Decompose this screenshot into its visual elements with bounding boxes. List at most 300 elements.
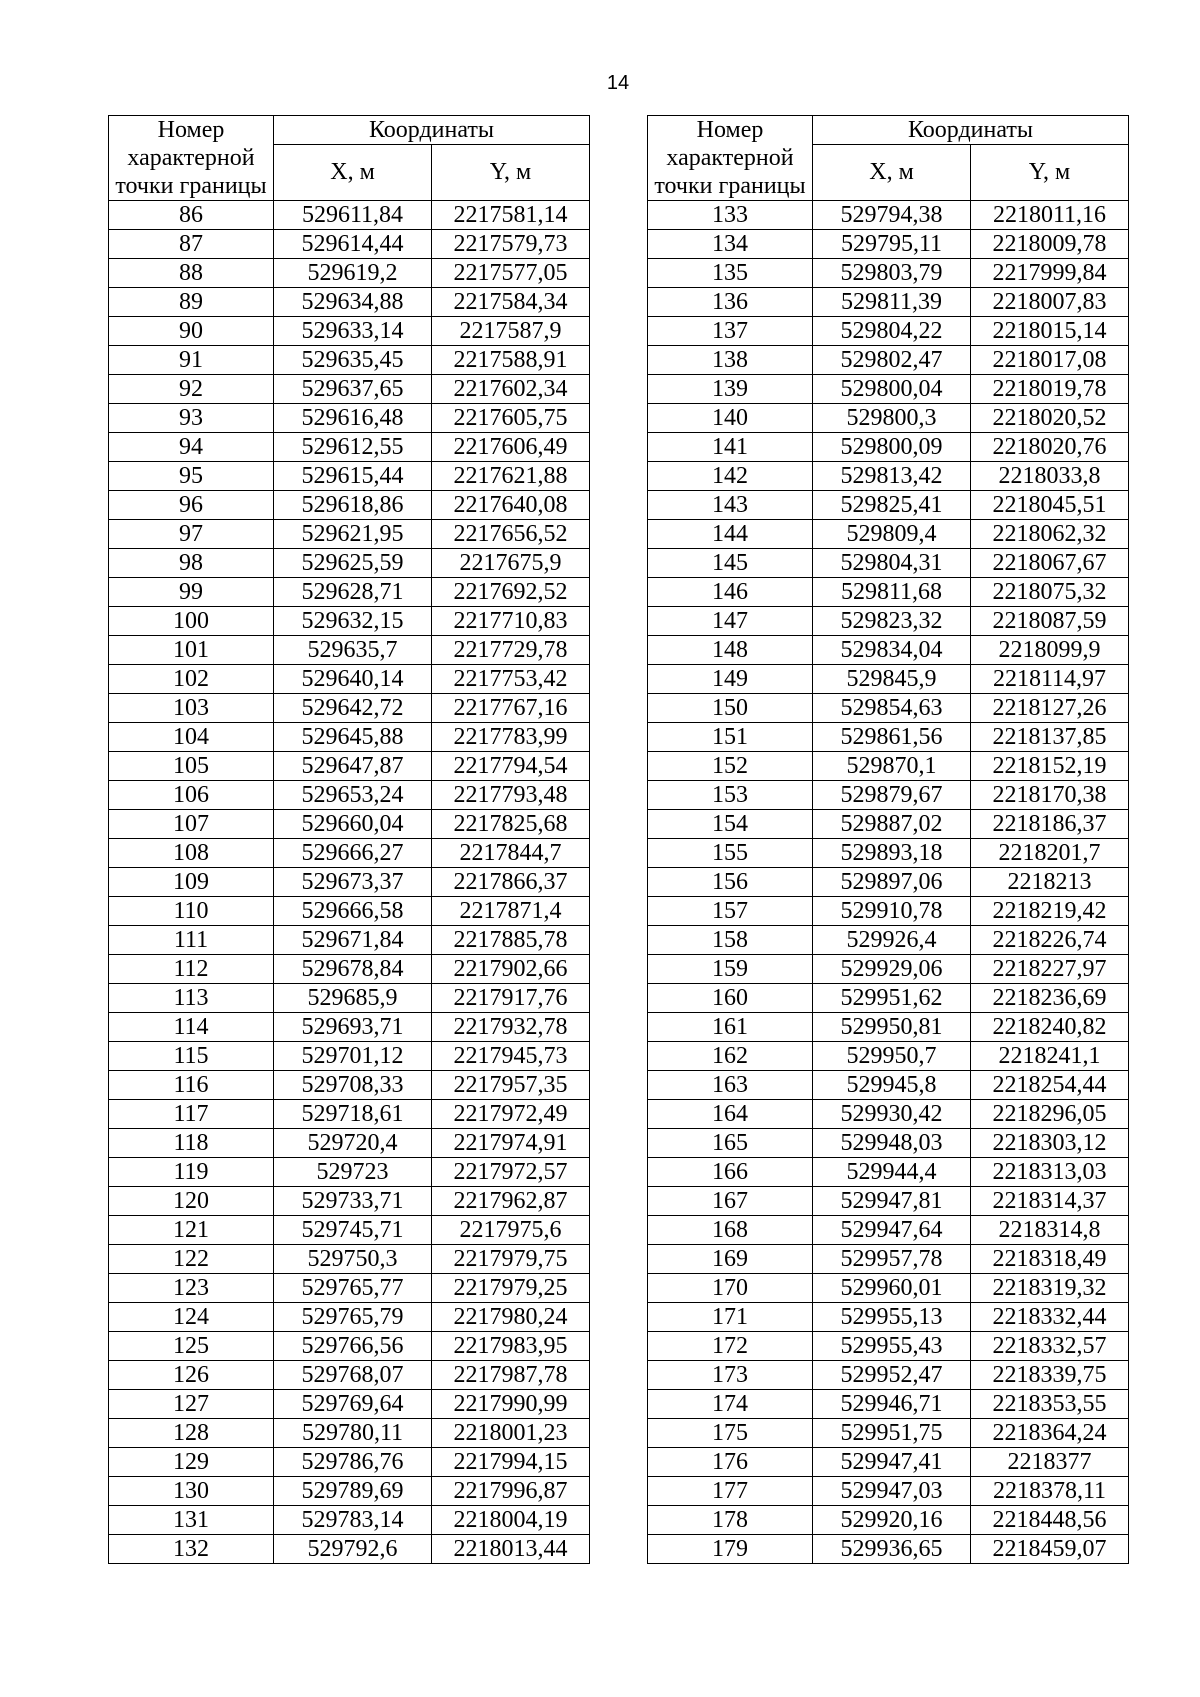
point-number-cell: 157 xyxy=(648,897,813,926)
x-coordinate-cell: 529766,56 xyxy=(274,1332,432,1361)
y-coordinate-cell: 2217656,52 xyxy=(432,520,590,549)
point-number-cell: 163 xyxy=(648,1071,813,1100)
header-coordinates: Координаты xyxy=(813,116,1129,145)
point-number-cell: 177 xyxy=(648,1477,813,1506)
table-row xyxy=(648,1100,1129,1129)
y-coordinate-cell: 2218186,37 xyxy=(971,810,1129,839)
y-coordinate-cell: 2217579,73 xyxy=(432,230,590,259)
table-row xyxy=(648,520,1129,549)
y-coordinate-cell: 2217871,4 xyxy=(432,897,590,926)
y-coordinate-cell: 2218448,56 xyxy=(971,1506,1129,1535)
table-row xyxy=(109,665,590,694)
table-row xyxy=(109,1071,590,1100)
y-coordinate-cell: 2217957,35 xyxy=(432,1071,590,1100)
point-number-cell: 121 xyxy=(109,1216,274,1245)
y-coordinate-cell: 2217793,48 xyxy=(432,781,590,810)
y-coordinate-cell: 2217587,9 xyxy=(432,317,590,346)
x-coordinate-cell: 529811,39 xyxy=(813,288,971,317)
point-number-cell: 116 xyxy=(109,1071,274,1100)
point-number-cell: 129 xyxy=(109,1448,274,1477)
x-coordinate-cell: 529666,27 xyxy=(274,839,432,868)
x-coordinate-cell: 529957,78 xyxy=(813,1245,971,1274)
y-coordinate-cell: 2217783,99 xyxy=(432,723,590,752)
y-coordinate-cell: 2218314,37 xyxy=(971,1187,1129,1216)
x-coordinate-cell: 529893,18 xyxy=(813,839,971,868)
y-coordinate-cell: 2217602,34 xyxy=(432,375,590,404)
point-number-cell: 90 xyxy=(109,317,274,346)
y-coordinate-cell: 2218020,52 xyxy=(971,404,1129,433)
y-coordinate-cell: 2218114,97 xyxy=(971,665,1129,694)
y-coordinate-cell: 2218353,55 xyxy=(971,1390,1129,1419)
x-coordinate-cell: 529795,11 xyxy=(813,230,971,259)
table-row xyxy=(648,607,1129,636)
table-row xyxy=(109,462,590,491)
y-coordinate-cell: 2218319,32 xyxy=(971,1274,1129,1303)
table-row xyxy=(109,897,590,926)
point-number-cell: 153 xyxy=(648,781,813,810)
point-number-cell: 135 xyxy=(648,259,813,288)
point-number-cell: 106 xyxy=(109,781,274,810)
x-coordinate-cell: 529745,71 xyxy=(274,1216,432,1245)
point-number-cell: 86 xyxy=(109,201,274,230)
point-number-cell: 137 xyxy=(648,317,813,346)
point-number-cell: 166 xyxy=(648,1158,813,1187)
coordinates-table-right xyxy=(647,115,1129,1564)
x-coordinate-cell: 529947,81 xyxy=(813,1187,971,1216)
y-coordinate-cell: 2218099,9 xyxy=(971,636,1129,665)
y-coordinate-cell: 2217975,6 xyxy=(432,1216,590,1245)
y-coordinate-cell: 2217987,78 xyxy=(432,1361,590,1390)
table-row xyxy=(648,433,1129,462)
x-coordinate-cell: 529947,41 xyxy=(813,1448,971,1477)
point-number-cell: 100 xyxy=(109,607,274,636)
y-coordinate-cell: 2217621,88 xyxy=(432,462,590,491)
y-coordinate-cell: 2218015,14 xyxy=(971,317,1129,346)
x-coordinate-cell: 529632,15 xyxy=(274,607,432,636)
x-coordinate-cell: 529947,03 xyxy=(813,1477,971,1506)
point-number-cell: 152 xyxy=(648,752,813,781)
x-coordinate-cell: 529955,43 xyxy=(813,1332,971,1361)
x-coordinate-cell: 529879,67 xyxy=(813,781,971,810)
x-coordinate-cell: 529946,71 xyxy=(813,1390,971,1419)
table-row xyxy=(648,1042,1129,1071)
table-row xyxy=(648,955,1129,984)
x-coordinate-cell: 529809,4 xyxy=(813,520,971,549)
point-number-cell: 109 xyxy=(109,868,274,897)
y-coordinate-cell: 2217753,42 xyxy=(432,665,590,694)
point-number-cell: 111 xyxy=(109,926,274,955)
point-number-cell: 150 xyxy=(648,694,813,723)
y-coordinate-cell: 2217979,75 xyxy=(432,1245,590,1274)
point-number-cell: 148 xyxy=(648,636,813,665)
y-coordinate-cell: 2217675,9 xyxy=(432,549,590,578)
table-row xyxy=(109,810,590,839)
y-coordinate-cell: 2218067,67 xyxy=(971,549,1129,578)
table-row xyxy=(109,752,590,781)
x-coordinate-cell: 529615,44 xyxy=(274,462,432,491)
table-row xyxy=(648,1274,1129,1303)
point-number-cell: 117 xyxy=(109,1100,274,1129)
x-coordinate-cell: 529720,4 xyxy=(274,1129,432,1158)
x-coordinate-cell: 529642,72 xyxy=(274,694,432,723)
table-row xyxy=(109,520,590,549)
y-coordinate-cell: 2218045,51 xyxy=(971,491,1129,520)
x-coordinate-cell: 529910,78 xyxy=(813,897,971,926)
table-row xyxy=(109,549,590,578)
y-coordinate-cell: 2217866,37 xyxy=(432,868,590,897)
point-number-cell: 176 xyxy=(648,1448,813,1477)
x-coordinate-cell: 529845,9 xyxy=(813,665,971,694)
y-coordinate-cell: 2218127,26 xyxy=(971,694,1129,723)
x-coordinate-cell: 529854,63 xyxy=(813,694,971,723)
coordinates-table-left xyxy=(108,115,590,1564)
y-coordinate-cell: 2217581,14 xyxy=(432,201,590,230)
table-row xyxy=(109,1361,590,1390)
y-coordinate-cell: 2218241,1 xyxy=(971,1042,1129,1071)
point-number-cell: 168 xyxy=(648,1216,813,1245)
x-coordinate-cell: 529823,32 xyxy=(813,607,971,636)
header-point-number: Номер характерной точки границы xyxy=(648,116,813,201)
y-coordinate-cell: 2217983,95 xyxy=(432,1332,590,1361)
table-row xyxy=(648,1216,1129,1245)
table-row xyxy=(648,839,1129,868)
point-number-cell: 158 xyxy=(648,926,813,955)
x-coordinate-cell: 529800,04 xyxy=(813,375,971,404)
y-coordinate-cell: 2218004,19 xyxy=(432,1506,590,1535)
point-number-cell: 105 xyxy=(109,752,274,781)
point-number-cell: 145 xyxy=(648,549,813,578)
table-row xyxy=(109,1419,590,1448)
y-coordinate-cell: 2217767,16 xyxy=(432,694,590,723)
table-row xyxy=(109,1216,590,1245)
point-number-cell: 130 xyxy=(109,1477,274,1506)
table-row xyxy=(109,636,590,665)
table-row xyxy=(109,1535,590,1564)
x-coordinate-cell: 529926,4 xyxy=(813,926,971,955)
x-coordinate-cell: 529920,16 xyxy=(813,1506,971,1535)
table-row xyxy=(648,288,1129,317)
point-number-cell: 115 xyxy=(109,1042,274,1071)
header-y: Y, м xyxy=(432,145,590,201)
y-coordinate-cell: 2218314,8 xyxy=(971,1216,1129,1245)
table-row xyxy=(109,491,590,520)
x-coordinate-cell: 529621,95 xyxy=(274,520,432,549)
x-coordinate-cell: 529765,79 xyxy=(274,1303,432,1332)
header-point-number: Номер характерной точки границы xyxy=(109,116,274,201)
table-row xyxy=(648,636,1129,665)
point-number-cell: 87 xyxy=(109,230,274,259)
table-row xyxy=(109,926,590,955)
x-coordinate-cell: 529708,33 xyxy=(274,1071,432,1100)
y-coordinate-cell: 2217794,54 xyxy=(432,752,590,781)
point-number-cell: 162 xyxy=(648,1042,813,1071)
table-row xyxy=(109,868,590,897)
table-row xyxy=(648,317,1129,346)
y-coordinate-cell: 2218075,32 xyxy=(971,578,1129,607)
table-row xyxy=(648,781,1129,810)
table-row xyxy=(109,433,590,462)
y-coordinate-cell: 2218152,19 xyxy=(971,752,1129,781)
point-number-cell: 89 xyxy=(109,288,274,317)
point-number-cell: 131 xyxy=(109,1506,274,1535)
point-number-cell: 175 xyxy=(648,1419,813,1448)
y-coordinate-cell: 2218007,83 xyxy=(971,288,1129,317)
point-number-cell: 119 xyxy=(109,1158,274,1187)
table-row xyxy=(648,1361,1129,1390)
table-row xyxy=(648,491,1129,520)
x-coordinate-cell: 529733,71 xyxy=(274,1187,432,1216)
table-row xyxy=(109,317,590,346)
point-number-cell: 139 xyxy=(648,375,813,404)
x-coordinate-cell: 529625,59 xyxy=(274,549,432,578)
y-coordinate-cell: 2217729,78 xyxy=(432,636,590,665)
point-number-cell: 128 xyxy=(109,1419,274,1448)
y-coordinate-cell: 2218017,08 xyxy=(971,346,1129,375)
y-coordinate-cell: 2217825,68 xyxy=(432,810,590,839)
x-coordinate-cell: 529612,55 xyxy=(274,433,432,462)
y-coordinate-cell: 2218001,23 xyxy=(432,1419,590,1448)
y-coordinate-cell: 2218254,44 xyxy=(971,1071,1129,1100)
table-row xyxy=(648,810,1129,839)
table-row xyxy=(109,404,590,433)
table-row xyxy=(648,1535,1129,1564)
x-coordinate-cell: 529947,64 xyxy=(813,1216,971,1245)
x-coordinate-cell: 529789,69 xyxy=(274,1477,432,1506)
x-coordinate-cell: 529955,13 xyxy=(813,1303,971,1332)
table-row xyxy=(109,781,590,810)
x-coordinate-cell: 529783,14 xyxy=(274,1506,432,1535)
y-coordinate-cell: 2218213 xyxy=(971,868,1129,897)
table-row xyxy=(648,1245,1129,1274)
y-coordinate-cell: 2217710,83 xyxy=(432,607,590,636)
point-number-cell: 92 xyxy=(109,375,274,404)
y-coordinate-cell: 2218087,59 xyxy=(971,607,1129,636)
x-coordinate-cell: 529701,12 xyxy=(274,1042,432,1071)
point-number-cell: 156 xyxy=(648,868,813,897)
table-row xyxy=(109,1448,590,1477)
table-row xyxy=(109,230,590,259)
table-row xyxy=(648,230,1129,259)
point-number-cell: 160 xyxy=(648,984,813,1013)
table-row xyxy=(109,1158,590,1187)
point-number-cell: 172 xyxy=(648,1332,813,1361)
y-coordinate-cell: 2217996,87 xyxy=(432,1477,590,1506)
y-coordinate-cell: 2217640,08 xyxy=(432,491,590,520)
table-row xyxy=(648,1158,1129,1187)
y-coordinate-cell: 2218226,74 xyxy=(971,926,1129,955)
x-coordinate-cell: 529960,01 xyxy=(813,1274,971,1303)
table-row xyxy=(109,1303,590,1332)
y-coordinate-cell: 2217584,34 xyxy=(432,288,590,317)
table-row xyxy=(109,578,590,607)
table-row xyxy=(648,723,1129,752)
x-coordinate-cell: 529619,2 xyxy=(274,259,432,288)
y-coordinate-cell: 2218137,85 xyxy=(971,723,1129,752)
point-number-cell: 107 xyxy=(109,810,274,839)
table-row xyxy=(109,955,590,984)
x-coordinate-cell: 529800,09 xyxy=(813,433,971,462)
point-number-cell: 114 xyxy=(109,1013,274,1042)
x-coordinate-cell: 529887,02 xyxy=(813,810,971,839)
y-coordinate-cell: 2218459,07 xyxy=(971,1535,1129,1564)
table-row xyxy=(648,665,1129,694)
y-coordinate-cell: 2218020,76 xyxy=(971,433,1129,462)
x-coordinate-cell: 529666,58 xyxy=(274,897,432,926)
point-number-cell: 165 xyxy=(648,1129,813,1158)
table-row xyxy=(109,1042,590,1071)
table-row xyxy=(648,1187,1129,1216)
table-row xyxy=(648,549,1129,578)
x-coordinate-cell: 529786,76 xyxy=(274,1448,432,1477)
point-number-cell: 127 xyxy=(109,1390,274,1419)
table-row xyxy=(648,1448,1129,1477)
x-coordinate-cell: 529951,62 xyxy=(813,984,971,1013)
point-number-cell: 140 xyxy=(648,404,813,433)
y-coordinate-cell: 2218013,44 xyxy=(432,1535,590,1564)
y-coordinate-cell: 2217945,73 xyxy=(432,1042,590,1071)
point-number-cell: 171 xyxy=(648,1303,813,1332)
x-coordinate-cell: 529813,42 xyxy=(813,462,971,491)
y-coordinate-cell: 2218170,38 xyxy=(971,781,1129,810)
table-row xyxy=(648,1303,1129,1332)
header-x: X, м xyxy=(813,145,971,201)
point-number-cell: 126 xyxy=(109,1361,274,1390)
table-row xyxy=(648,897,1129,926)
point-number-cell: 174 xyxy=(648,1390,813,1419)
x-coordinate-cell: 529944,4 xyxy=(813,1158,971,1187)
x-coordinate-cell: 529950,7 xyxy=(813,1042,971,1071)
header-y: Y, м xyxy=(971,145,1129,201)
x-coordinate-cell: 529769,64 xyxy=(274,1390,432,1419)
point-number-cell: 113 xyxy=(109,984,274,1013)
x-coordinate-cell: 529678,84 xyxy=(274,955,432,984)
point-number-cell: 99 xyxy=(109,578,274,607)
y-coordinate-cell: 2218240,82 xyxy=(971,1013,1129,1042)
y-coordinate-cell: 2217588,91 xyxy=(432,346,590,375)
point-number-cell: 97 xyxy=(109,520,274,549)
x-coordinate-cell: 529671,84 xyxy=(274,926,432,955)
point-number-cell: 132 xyxy=(109,1535,274,1564)
point-number-cell: 169 xyxy=(648,1245,813,1274)
header-x: X, м xyxy=(274,145,432,201)
table-row xyxy=(109,259,590,288)
y-coordinate-cell: 2217932,78 xyxy=(432,1013,590,1042)
x-coordinate-cell: 529834,04 xyxy=(813,636,971,665)
x-coordinate-cell: 529803,79 xyxy=(813,259,971,288)
point-number-cell: 178 xyxy=(648,1506,813,1535)
point-number-cell: 167 xyxy=(648,1187,813,1216)
y-coordinate-cell: 2218318,49 xyxy=(971,1245,1129,1274)
point-number-cell: 108 xyxy=(109,839,274,868)
x-coordinate-cell: 529635,45 xyxy=(274,346,432,375)
y-coordinate-cell: 2217577,05 xyxy=(432,259,590,288)
point-number-cell: 110 xyxy=(109,897,274,926)
point-number-cell: 96 xyxy=(109,491,274,520)
y-coordinate-cell: 2218236,69 xyxy=(971,984,1129,1013)
y-coordinate-cell: 2218303,12 xyxy=(971,1129,1129,1158)
x-coordinate-cell: 529750,3 xyxy=(274,1245,432,1274)
x-coordinate-cell: 529951,75 xyxy=(813,1419,971,1448)
y-coordinate-cell: 2218332,44 xyxy=(971,1303,1129,1332)
x-coordinate-cell: 529952,47 xyxy=(813,1361,971,1390)
y-coordinate-cell: 2217605,75 xyxy=(432,404,590,433)
x-coordinate-cell: 529611,84 xyxy=(274,201,432,230)
point-number-cell: 147 xyxy=(648,607,813,636)
table-row xyxy=(109,1506,590,1535)
y-coordinate-cell: 2218009,78 xyxy=(971,230,1129,259)
y-coordinate-cell: 2218033,8 xyxy=(971,462,1129,491)
table-row xyxy=(109,694,590,723)
table-row xyxy=(648,694,1129,723)
table-row xyxy=(109,1245,590,1274)
table-row xyxy=(109,1187,590,1216)
table-row xyxy=(109,1477,590,1506)
x-coordinate-cell: 529897,06 xyxy=(813,868,971,897)
y-coordinate-cell: 2217974,91 xyxy=(432,1129,590,1158)
x-coordinate-cell: 529825,41 xyxy=(813,491,971,520)
x-coordinate-cell: 529673,37 xyxy=(274,868,432,897)
x-coordinate-cell: 529685,9 xyxy=(274,984,432,1013)
x-coordinate-cell: 529794,38 xyxy=(813,201,971,230)
table-row xyxy=(648,752,1129,781)
x-coordinate-cell: 529804,31 xyxy=(813,549,971,578)
point-number-cell: 164 xyxy=(648,1100,813,1129)
table-row xyxy=(648,984,1129,1013)
point-number-cell: 161 xyxy=(648,1013,813,1042)
table-row xyxy=(109,1129,590,1158)
point-number-cell: 155 xyxy=(648,839,813,868)
table-row xyxy=(109,375,590,404)
point-number-cell: 151 xyxy=(648,723,813,752)
y-coordinate-cell: 2217606,49 xyxy=(432,433,590,462)
x-coordinate-cell: 529800,3 xyxy=(813,404,971,433)
point-number-cell: 144 xyxy=(648,520,813,549)
x-coordinate-cell: 529929,06 xyxy=(813,955,971,984)
point-number-cell: 98 xyxy=(109,549,274,578)
table-row xyxy=(109,1100,590,1129)
table-row xyxy=(648,201,1129,230)
y-coordinate-cell: 2217972,57 xyxy=(432,1158,590,1187)
point-number-cell: 136 xyxy=(648,288,813,317)
table-row xyxy=(109,288,590,317)
x-coordinate-cell: 529945,8 xyxy=(813,1071,971,1100)
x-coordinate-cell: 529723 xyxy=(274,1158,432,1187)
point-number-cell: 159 xyxy=(648,955,813,984)
x-coordinate-cell: 529861,56 xyxy=(813,723,971,752)
table-row xyxy=(648,578,1129,607)
point-number-cell: 124 xyxy=(109,1303,274,1332)
y-coordinate-cell: 2217994,15 xyxy=(432,1448,590,1477)
y-coordinate-cell: 2217962,87 xyxy=(432,1187,590,1216)
table-row xyxy=(109,1390,590,1419)
y-coordinate-cell: 2218377 xyxy=(971,1448,1129,1477)
y-coordinate-cell: 2217692,52 xyxy=(432,578,590,607)
point-number-cell: 120 xyxy=(109,1187,274,1216)
x-coordinate-cell: 529792,6 xyxy=(274,1535,432,1564)
point-number-cell: 95 xyxy=(109,462,274,491)
x-coordinate-cell: 529634,88 xyxy=(274,288,432,317)
x-coordinate-cell: 529633,14 xyxy=(274,317,432,346)
point-number-cell: 170 xyxy=(648,1274,813,1303)
y-coordinate-cell: 2218364,24 xyxy=(971,1419,1129,1448)
x-coordinate-cell: 529930,42 xyxy=(813,1100,971,1129)
point-number-cell: 125 xyxy=(109,1332,274,1361)
x-coordinate-cell: 529768,07 xyxy=(274,1361,432,1390)
point-number-cell: 179 xyxy=(648,1535,813,1564)
y-coordinate-cell: 2217917,76 xyxy=(432,984,590,1013)
x-coordinate-cell: 529628,71 xyxy=(274,578,432,607)
point-number-cell: 101 xyxy=(109,636,274,665)
